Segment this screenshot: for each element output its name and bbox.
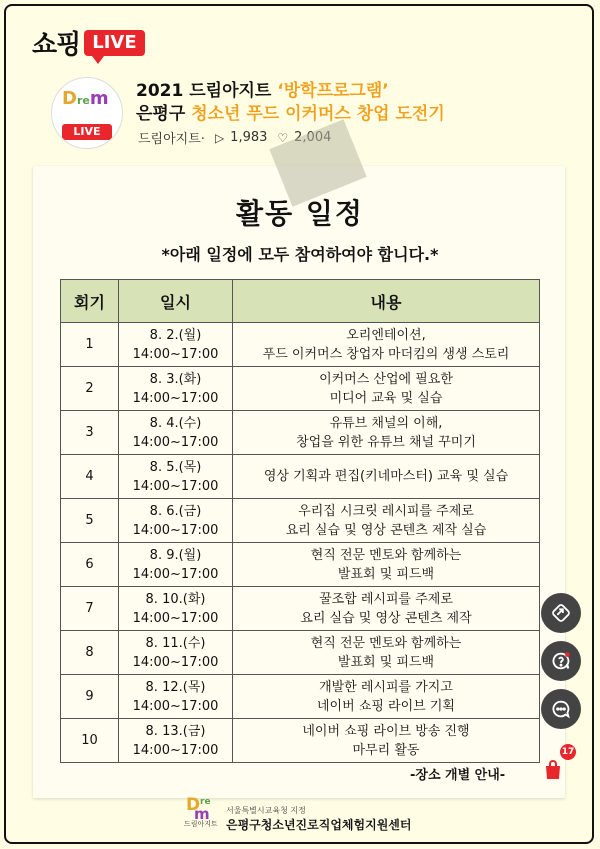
content-line: 요리 실습 및 영상 콘텐츠 제작 실습 [285,522,487,538]
header-session: 회기 [61,280,119,323]
date-cell [119,719,233,763]
session-cell: 5 [61,499,119,543]
content-line: 영상 기획과 편집(키네마스터) 교육 및 실습 [263,469,509,484]
session-time: 14:00~17:00 [132,346,219,362]
content-line: 현직 전문 멘토와 함께하는 [310,547,462,563]
session-date: 8. 3.(화) [149,371,202,387]
header-content: 내용 [233,280,540,323]
session-time: 14:00~17:00 [132,522,219,538]
table-row [61,631,540,675]
content-cell [233,323,540,367]
share-button[interactable] [541,593,581,633]
session-time: 14:00~17:00 [132,478,219,494]
content-line: 요리 실습 및 영상 콘텐츠 제작 [300,610,472,626]
avatar-live-badge: LIVE [62,124,112,140]
schedule-table [60,279,540,763]
session-cell: 3 [61,411,119,455]
content-line: 네이버 쇼핑 라이브 기획 [317,698,455,714]
date-cell [119,499,233,543]
content-cell [233,719,540,763]
cart-count-badge: 17 [560,744,576,760]
session-cell: 7 [61,587,119,631]
table-header-row [61,280,540,323]
session-time: 14:00~17:00 [132,742,219,758]
session-time: 14:00~17:00 [132,434,219,450]
session-date: 8. 11.(수) [145,635,206,651]
question-button[interactable] [541,641,581,681]
content-line: 푸드 이커머스 창업자 마더킴의 생생 스토리 [262,346,510,362]
channel-name: 드림아지트· [138,132,205,147]
header-date: 일시 [119,280,233,323]
table-row [61,455,540,499]
content-line: 발표회 및 피드백 [337,566,435,582]
date-cell [119,631,233,675]
table-row [61,587,540,631]
date-cell [119,323,233,367]
session-time: 14:00~17:00 [132,566,219,582]
question-chat-icon [550,650,572,672]
page-title: 활동 일정 [236,197,364,230]
dream-agit-logo-icon: Drem [62,88,109,109]
session-date: 8. 13.(금) [145,723,206,739]
content-cell [233,587,540,631]
session-cell: 9 [61,675,119,719]
date-cell [119,543,233,587]
session-cell: 1 [61,323,119,367]
session-time: 14:00~17:00 [132,390,219,406]
content-cell [233,499,540,543]
content-line: 미디어 교육 및 실습 [329,390,443,406]
shopping-bag-icon[interactable] [541,758,565,782]
content-line: 창업을 위한 유튜브 채널 꾸미기 [296,434,476,450]
content-cell [233,367,540,411]
location-note: -장소 개별 안내- [410,768,506,783]
content-line: 네이버 쇼핑 라이브 방송 진행 [302,723,470,739]
footer-logo-sub: 드림아지트 [184,820,218,828]
date-cell [119,411,233,455]
session-date: 8. 6.(금) [149,503,202,519]
content-cell [233,543,540,587]
content-cell [233,455,540,499]
session-cell: 4 [61,455,119,499]
date-cell [119,367,233,411]
date-cell [119,675,233,719]
footer-logo-icon: D re m 드림아지트 [184,795,218,828]
content-line: 꿀조합 레시피를 주제로 [319,591,453,607]
chat-bubble-icon [550,698,572,720]
content-line: 유튜브 채널의 이해, [329,415,443,431]
content-line: 이커머스 산업에 필요한 [319,371,453,387]
session-cell: 8 [61,631,119,675]
content-cell [233,411,540,455]
content-line: 마무리 활동 [352,742,420,758]
share-icon [550,602,572,624]
view-count: 1,983 [230,130,268,145]
content-line: 개발한 레시피를 가지고 [319,679,453,695]
session-date: 8. 12.(목) [145,679,206,695]
content-cell [233,631,540,675]
content-line: 오리엔테이션, [346,327,426,343]
table-row [61,543,540,587]
date-cell [119,455,233,499]
org-name: 은평구청소년진로직업체험지원센터 [226,818,412,832]
table-row [61,323,540,367]
broadcast-title-line1: 2021 드림아지트 ‘방학프로그램’ [136,81,389,101]
table-row [61,675,540,719]
chat-button[interactable] [541,689,581,729]
session-time: 14:00~17:00 [132,654,219,670]
content-line: 우리집 시크릿 레시피를 주제로 [298,503,474,519]
table-row [61,411,540,455]
play-icon: ▷ [214,130,225,145]
session-time: 14:00~17:00 [132,698,219,714]
session-date: 8. 2.(월) [149,327,202,343]
session-cell: 2 [61,367,119,411]
org-designation: 서울특별시교육청 지정 [226,806,306,815]
table-row [61,499,540,543]
content-line: 발표회 및 피드백 [337,654,435,670]
session-date: 8. 4.(수) [149,415,202,431]
session-time: 14:00~17:00 [132,610,219,626]
content-line: 현직 전문 멘토와 함께하는 [310,635,462,651]
channel-avatar[interactable] [51,77,123,149]
content-cell [233,675,540,719]
session-cell: 6 [61,543,119,587]
session-cell: 10 [61,719,119,763]
shopping-live-logo[interactable] [32,24,145,61]
session-date: 8. 9.(월) [149,547,202,563]
table-row [61,719,540,763]
brand-text: 쇼핑 [32,30,81,60]
table-row [61,367,540,411]
page-subtitle: *아래 일정에 모두 참여하여야 합니다.* [161,245,439,264]
brand-live-badge: LIVE [84,30,144,56]
date-cell [119,587,233,631]
broadcast-title-line2: 은평구 청소년 푸드 이커머스 창업 도전기 [136,104,445,124]
heart-icon: ♡ [277,130,289,145]
session-date: 8. 5.(목) [149,459,202,475]
session-date: 8. 10.(화) [145,591,206,607]
